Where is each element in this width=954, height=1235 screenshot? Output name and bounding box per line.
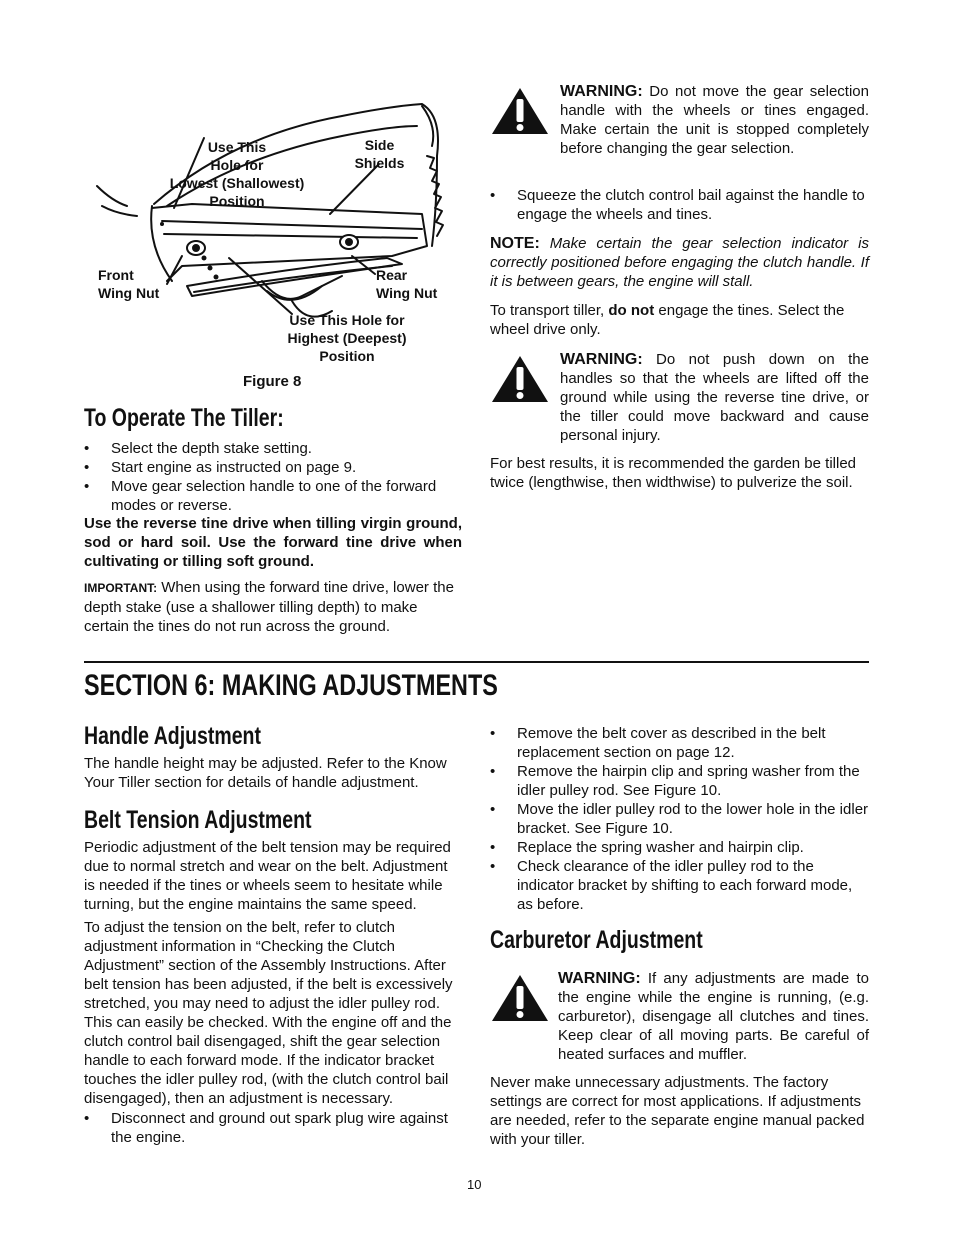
warning-icon [490, 973, 550, 1023]
carburetor-heading: Carburetor Adjustment [490, 926, 703, 954]
list-item: • Disconnect and ground out spark plug wire against the engine. [84, 1109, 462, 1147]
list-item: • Check clearance of the idler pulley rod to the indicator bracket by shifting to each forward mode, as before. [490, 857, 869, 914]
handle-adjustment-heading: Handle Adjustment [84, 722, 261, 750]
operate-bullet-list [84, 439, 462, 515]
operate-bold-paragraph: Use the reverse tine drive when tilling virgin ground, sod or hard soil. Use the forward tine drive when cultivating or tilling soft ground. [84, 515, 462, 570]
warning-2 [560, 350, 869, 445]
transport-text-bold: do not [608, 302, 655, 319]
important-paragraph [84, 578, 462, 636]
warning-2-label: WARNING: [560, 351, 643, 368]
list-item: • Move the idler pulley rod to the lower hole in the idler bracket. See Figure 10. [490, 800, 869, 838]
warning-icon [490, 354, 550, 404]
warning-2-text: Do not push down on the handles so that the wheels are lifted off the ground while using the reverse tine drive, or the tiller could move backward and cause personal injury. [560, 351, 869, 444]
warning-3 [558, 969, 869, 1064]
list-item: • Select the depth stake setting. [84, 439, 462, 458]
warning-1 [560, 82, 869, 158]
warning-1-label: WARNING: [560, 83, 643, 100]
belt-tension-heading: Belt Tension Adjustment [84, 806, 312, 834]
list-item: • Remove the belt cover as described in the belt replacement section on page 12. [490, 724, 869, 762]
operate-heading: To Operate The Tiller: [84, 404, 284, 432]
callout-front-wing-nut: Front Wing Nut [98, 267, 160, 301]
note-label: NOTE: [490, 235, 540, 252]
callout-lowest-hole: Use This Hole for Lowest (Shallowest) Position [169, 139, 305, 209]
warning-3-text: If any adjustments are made to the engine while the engine is running, (e.g. carburetor), disengage all clutches and tines. Keep clear of all moving parts. Be careful of heated surfaces and muffler. [558, 970, 869, 1063]
page-number: 10 [467, 1177, 482, 1192]
idler-bullet-list [490, 724, 869, 914]
figure-caption: Figure 8 [243, 373, 302, 390]
list-item: • Start engine as instructed on page 9. [84, 458, 462, 477]
callout-rear-wing-nut: Rear Wing Nut [376, 267, 438, 301]
callout-highest-hole: Use This Hole for Highest (Deepest) Position [287, 312, 407, 364]
transport-text-post: engage the tines. Select the wheel drive only. [490, 302, 845, 338]
callout-side-shields: Side Shields [354, 137, 405, 171]
warning-1-text: Do not move the gear selection handle with the wheels or tines engaged. Make certain the unit is stopped completely before changing the gear selection. [560, 83, 869, 157]
transport-text-pre: To transport tiller, [490, 302, 609, 319]
important-text: When using the forward tine drive, lower the depth stake (use a shallower tilling depth) to make certain the tines do not run across the ground. [84, 579, 454, 635]
warning-icon [490, 86, 550, 136]
list-item: • Remove the hairpin clip and spring washer from the idler pulley rod. See Figure 10. [490, 762, 869, 800]
carburetor-text: Never make unnecessary adjustments. The factory settings are correct for most applications. If adjustments are needed, refer to the separate engine manual packed with your tiller. [490, 1074, 865, 1148]
belt-tension-para-1: Periodic adjustment of the belt tension may be required due to normal stretch and wear on the belt. Adjustment is needed if the tines or wheels seem to hesitate while turning, but the engine maintains the same speed. [84, 839, 451, 913]
list-item: • Squeeze the clutch control bail against the handle to engage the wheels and tines. [490, 186, 869, 224]
figure-8 [92, 96, 462, 371]
list-item: • Replace the spring washer and hairpin clip. [490, 838, 869, 857]
belt-bullet-list [84, 1109, 462, 1147]
important-label: IMPORTANT: [84, 581, 158, 595]
note-paragraph [490, 234, 869, 291]
clutch-bullet-list [490, 186, 869, 224]
belt-tension-para-2: To adjust the tension on the belt, refer to clutch adjustment information in “Checking the Clutch Adjustment” section of the Assembly Instructions. After belt tension has been adjusted, if the belt is excessively stretched, you may need to adjust the idler pulley rod. This can easily be checked. With the engine off and the clutch control bail disengaged, shift the gear selection handle to each forward mode. If the indicator bracket touches the idler pulley rod, (with the clutch control bail disengaged), then an adjustment is necessary. [84, 919, 453, 1107]
list-item: • Move gear selection handle to one of the forward modes or reverse. [84, 477, 462, 515]
warning-3-label: WARNING: [558, 970, 641, 987]
best-results-paragraph: For best results, it is recommended the garden be tilled twice (lengthwise, then widthwise) to pulverize the soil. [490, 455, 857, 491]
handle-adjustment-text: The handle height may be adjusted. Refer to the Know Your Tiller section for details of handle adjustment. [84, 755, 447, 791]
section-6-title: SECTION 6: MAKING ADJUSTMENTS [84, 669, 498, 702]
section-divider [84, 661, 869, 663]
transport-paragraph [490, 301, 869, 339]
note-text: Make certain the gear selection indicator is correctly positioned before engaging the clutch handle. If it is between gears, the engine will stall. [490, 235, 869, 290]
